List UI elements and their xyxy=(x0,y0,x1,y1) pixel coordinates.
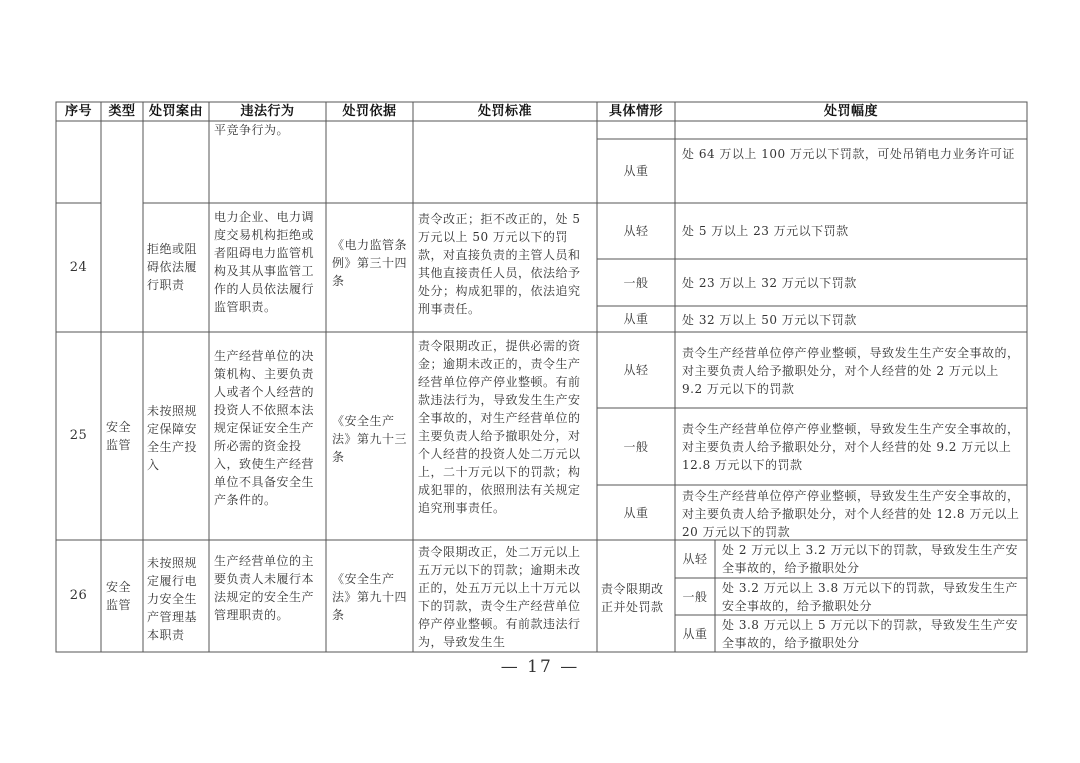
row-24-light-label: 从轻 xyxy=(623,224,649,238)
row-26-behavior: 生产经营单位的主要负责人未履行本法规定的安全生产管理职责的。 xyxy=(214,554,315,622)
header-situation: 具体情形 xyxy=(608,104,663,119)
row-26-severe-text: 处 3.8 万元以上 5 万元以下的罚款，导致发生生产安全事故的，给予撤职处分 xyxy=(722,618,1018,650)
row-24-standard: 责令改正；拒不改正的，处 5 万元以上 50 万元以下的罚款，对直接负责的主管人员和其他直接责任人员，依法给予处分；构成犯罪的，依法追究刑事责任。 xyxy=(418,212,581,316)
row-24-basis: 《电力监管条例》第三十四条 xyxy=(332,238,408,288)
row-26-basis: 《安全生产法》第九十四条 xyxy=(332,572,408,622)
row-26-reason: 未按照规定履行电力安全生产管理基本职责 xyxy=(147,556,198,642)
row-24-no: 24 xyxy=(69,259,88,275)
row-26-severe-label: 从重 xyxy=(682,626,708,641)
header-range: 处罚幅度 xyxy=(823,104,878,119)
row-24-behavior: 电力企业、电力调度交易机构拒绝或者阻碍电力监管机构及其从事监管工作的人员依法履行监管职责。 xyxy=(214,210,315,314)
header-basis: 处罚依据 xyxy=(342,104,397,119)
row-tail-severe-label: 从重 xyxy=(623,164,649,178)
row-25-behavior: 生产经营单位的决策机构、主要负责人或者个人经营的投资人不依照本法规定保证安全生产所必需的资金投入，致使生产经营单位不具备安全生产条件的。 xyxy=(214,349,315,507)
header-no: 序号 xyxy=(64,104,92,119)
row-26-normal-text: 处 3.2 万元以上 3.8 万元以下的罚款，导致发生生产安全事故的，给予撤职处分 xyxy=(722,581,1018,613)
header-reason: 处罚案由 xyxy=(148,104,203,119)
row-tail-severe-text: 处 64 万以上 100 万元以下罚款，可处吊销电力业务许可证 xyxy=(682,147,1015,161)
row-24-severe-label: 从重 xyxy=(623,312,649,326)
row-25-light-label: 从轻 xyxy=(623,363,649,377)
row-26-light-label: 从轻 xyxy=(682,552,708,566)
row-25-severe-label: 从重 xyxy=(623,505,649,520)
row-25-reason: 未按照规定保障安全生产投入 xyxy=(147,404,198,472)
row-26-no: 26 xyxy=(69,588,88,603)
row-26-light-text: 处 2 万元以上 3.2 万元以下的罚款，导致发生生产安全事故的，给予撤职处分 xyxy=(722,543,1018,575)
row-25-type: 安全监管 xyxy=(106,420,132,452)
row-25-normal-label: 一般 xyxy=(623,439,649,454)
row-25-severe-text: 责令生产经营单位停产停业整顿，导致发生生产安全事故的，对主要负责人给予撤职处分，对个人经营的处 12.8 万元以上 20 万元以下的罚款 xyxy=(682,489,1020,539)
header-type: 类型 xyxy=(108,104,136,119)
row-25-light-text: 责令生产经营单位停产停业整顿，导致发生生产安全事故的，对主要负责人给予撤职处分，对个人经营的处 2 万元以上 9.2 万元以下的罚款 xyxy=(682,346,1020,396)
row-26-situation: 责令限期改正并处罚款 xyxy=(601,582,664,614)
row-24-severe-text: 处 32 万以上 50 万元以下罚款 xyxy=(682,313,857,327)
header-standard: 处罚标准 xyxy=(477,104,532,119)
row-25-no: 25 xyxy=(69,428,88,443)
row-26-type: 安全监管 xyxy=(106,580,132,612)
row-25-basis: 《安全生产法》第九十三条 xyxy=(332,414,408,464)
page-number: — 17 — xyxy=(500,657,580,677)
row-24-light-text: 处 5 万以上 23 万元以下罚款 xyxy=(682,224,849,238)
row-25-normal-text: 责令生产经营单位停产停业整顿，导致发生生产安全事故的，对主要负责人给予撤职处分，对个人经营的处 9.2 万元以上 12.8 万元以下的罚款 xyxy=(682,422,1020,472)
header-behavior: 违法行为 xyxy=(240,104,295,119)
row-24-reason: 拒绝或阻碍依法履行职责 xyxy=(147,242,198,292)
row-25-standard: 责令限期改正，提供必需的资金；逾期未改正的，责令生产经营单位停产停业整顿。有前款违法行为，导致发生生产安全事故的，对生产经营单位的主要负责人给予撤职处分，对个人经营的投资人处二万元以上，二十万元以下的罚款；构成犯罪的，依照刑法有关规定追究刑事责任。 xyxy=(418,339,581,515)
row-26-standard: 责令限期改正，处二万元以上五万元以下的罚款；逾期未改正的，处五万元以上十万元以下的罚款，责令生产经营单位停产停业整顿。有前款违法行为，导致发生生 xyxy=(418,545,581,649)
row-tail-behavior: 平竞争行为。 xyxy=(214,123,290,137)
row-26-normal-label: 一般 xyxy=(682,589,708,604)
row-24-normal-text: 处 23 万以上 32 万元以下罚款 xyxy=(682,276,857,290)
row-24-normal-label: 一般 xyxy=(623,275,649,290)
